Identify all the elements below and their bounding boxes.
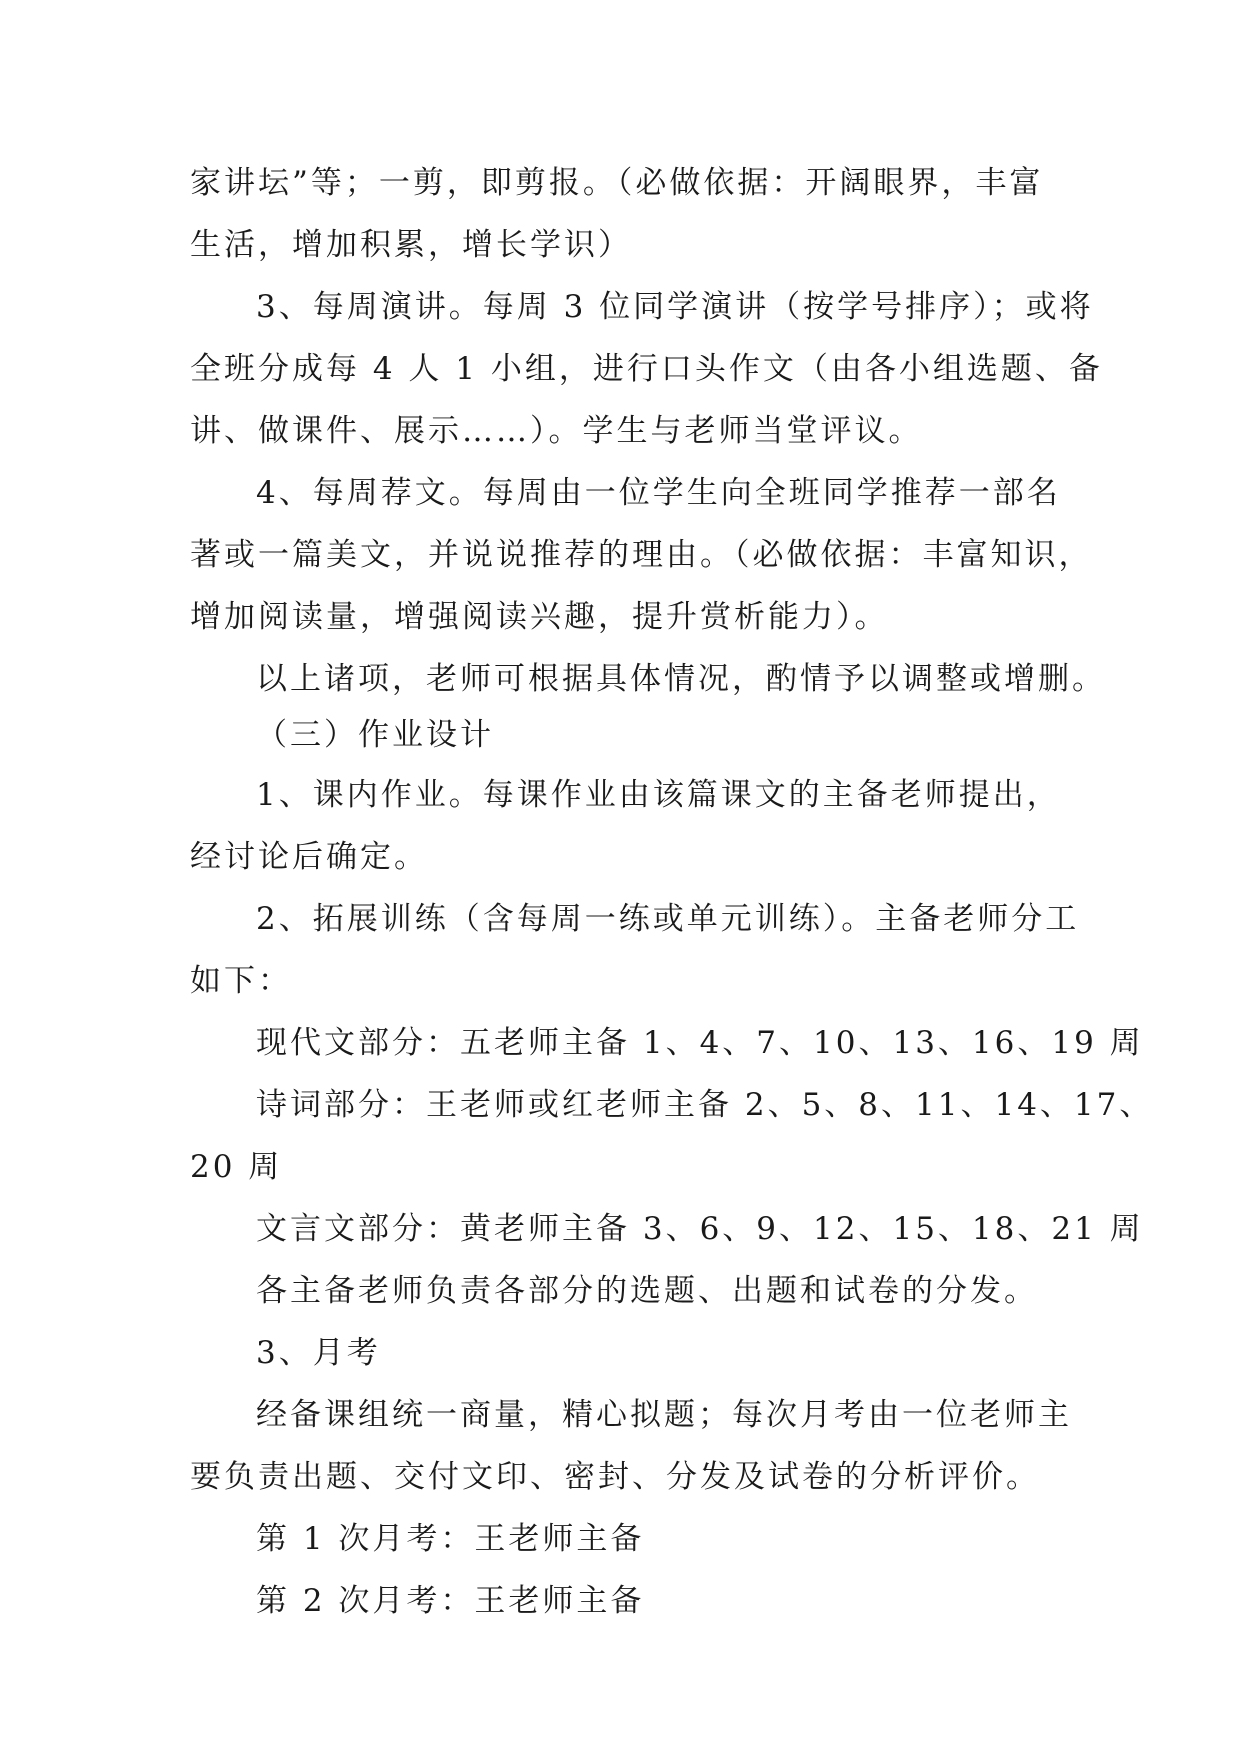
paragraph-line: 3、每周演讲。每周 3 位同学演讲（按学号排序）；或将 bbox=[256, 289, 1094, 325]
paragraph-line: 4、每周荐文。每周由一位学生向全班同学推荐一部名 bbox=[256, 475, 1061, 511]
paragraph-line: 全班分成每 4 人 1 小组，进行口头作文（由各小组选题、备 bbox=[190, 351, 1103, 387]
paragraph-line: 以上诸项，老师可根据具体情况，酌情予以调整或增删。 bbox=[256, 661, 1106, 697]
paragraph-line: 经备课组统一商量，精心拟题；每次月考由一位老师主 bbox=[256, 1397, 1072, 1433]
paragraph-line: 讲、做课件、展示……）。学生与老师当堂评议。 bbox=[190, 413, 923, 449]
paragraph-line: 文言文部分：黄老师主备 3、6、9、12、15、18、21 周 bbox=[256, 1211, 1144, 1247]
paragraph-line: 1、课内作业。每课作业由该篇课文的主备老师提出， bbox=[256, 777, 1061, 813]
section-heading: （三）作业设计 bbox=[256, 717, 494, 753]
paragraph-line: 3、月考 bbox=[256, 1335, 381, 1371]
paragraph-line: 2、拓展训练（含每周一练或单元训练）。主备老师分工 bbox=[256, 901, 1080, 937]
paragraph-line: 20 周 bbox=[190, 1149, 283, 1185]
paragraph-line: 第 2 次月考：王老师主备 bbox=[256, 1583, 645, 1619]
paragraph-line: 如下： bbox=[190, 963, 292, 999]
paragraph-line: 诗词部分：王老师或红老师主备 2、5、8、11、14、17、 bbox=[256, 1087, 1154, 1123]
paragraph-line: 要负责出题、交付文印、密封、分发及试卷的分析评价。 bbox=[190, 1459, 1040, 1495]
paragraph-line: 增加阅读量，增强阅读兴趣，提升赏析能力）。 bbox=[190, 599, 889, 635]
paragraph-line: 第 1 次月考：王老师主备 bbox=[256, 1521, 645, 1557]
paragraph-line: 生活，增加积累，增长学识） bbox=[190, 227, 632, 263]
paragraph-line: 各主备老师负责各部分的选题、出题和试卷的分发。 bbox=[256, 1273, 1038, 1309]
paragraph-line: 著或一篇美文，并说说推荐的理由。（必做依据：丰富知识， bbox=[190, 537, 1093, 573]
paragraph-line: 现代文部分：五老师主备 1、4、7、10、13、16、19 周 bbox=[256, 1025, 1144, 1061]
paragraph-line: 家讲坛”等；一剪，即剪报。（必做依据：开阔眼界，丰富 bbox=[190, 165, 1044, 201]
paragraph-line: 经讨论后确定。 bbox=[190, 839, 428, 875]
